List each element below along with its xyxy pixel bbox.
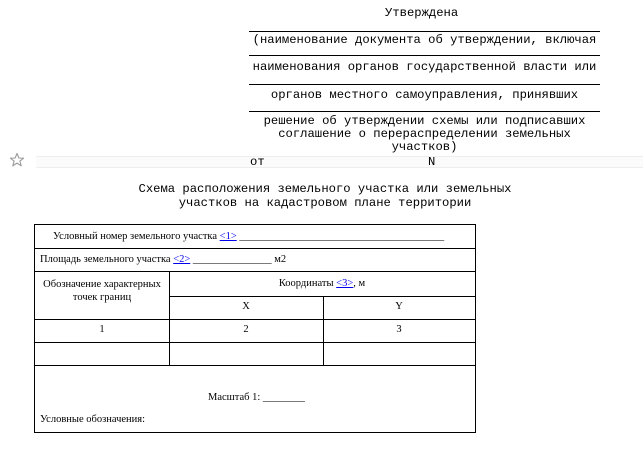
- approval-rule-4: [249, 111, 600, 112]
- approval-line-6: участков): [391, 140, 458, 154]
- scale-blank: ________: [262, 392, 305, 403]
- scheme-title: [30, 182, 620, 210]
- approval-line-3: органов местного самоуправления, принявших: [270, 88, 579, 102]
- area-row: [40, 254, 286, 265]
- area-unit: м2: [274, 254, 287, 265]
- table-hline-1: [35, 248, 475, 249]
- date-from-label: от: [250, 155, 265, 169]
- col-number-3: 3: [396, 324, 402, 335]
- table-hline-4: [35, 319, 475, 320]
- area-blank: _______________: [192, 254, 272, 265]
- scheme-title-line-1: Схема расположения земельного участка или земельных: [138, 182, 512, 196]
- col-number-2: 2: [243, 324, 249, 335]
- area-label: Площадь земельного участка: [40, 254, 171, 265]
- coordinates-header: [169, 278, 475, 289]
- bookmark-strip: [36, 156, 643, 168]
- table-hline-2: [35, 271, 475, 272]
- table-hline-5: [35, 342, 475, 343]
- footnote-link-1[interactable]: <1>: [219, 231, 237, 242]
- approval-rule-1: [249, 31, 600, 32]
- approval-line-1: (наименование документа об утверждении, включая: [252, 33, 597, 47]
- footnote-link-3[interactable]: <3>: [336, 278, 354, 289]
- col-x-header: X: [242, 301, 250, 312]
- conditional-number-row: [53, 231, 444, 242]
- approved-heading: Утверждена: [385, 6, 459, 20]
- table-hline-6: [35, 365, 475, 366]
- approval-rule-3: [249, 84, 600, 85]
- legend-label: Условные обозначения:: [40, 414, 146, 425]
- col-number-1: 1: [99, 324, 105, 335]
- star-outline-icon[interactable]: [9, 152, 25, 168]
- table-hline-3: [169, 296, 475, 297]
- col-y-header: Y: [395, 301, 403, 312]
- approval-line-2: наименования органов государственной власти или: [252, 60, 597, 74]
- conditional-number-label: Условный номер земельного участка: [53, 231, 218, 242]
- points-header: [35, 278, 169, 304]
- scale-row: [208, 392, 305, 403]
- points-header-line-2: точек границ: [72, 292, 132, 303]
- approval-rule-2: [249, 55, 600, 56]
- approval-line-4: решение об утверждении схемы или подписавших: [263, 114, 586, 128]
- coordinates-label: Координаты: [278, 278, 334, 289]
- footnote-link-2[interactable]: <2>: [173, 254, 191, 265]
- scheme-title-line-2: участков на кадастровом плане территории: [178, 196, 472, 210]
- scale-label: Масштаб 1:: [208, 392, 261, 403]
- points-header-line-1: Обозначение характерных: [43, 279, 161, 290]
- conditional-number-blank: _______________________________________: [239, 231, 445, 242]
- approval-line-5: соглашение о перераспределении земельных: [278, 127, 571, 141]
- number-label: N: [428, 155, 436, 169]
- coordinates-unit: , м: [353, 278, 366, 289]
- scheme-table: [34, 224, 476, 433]
